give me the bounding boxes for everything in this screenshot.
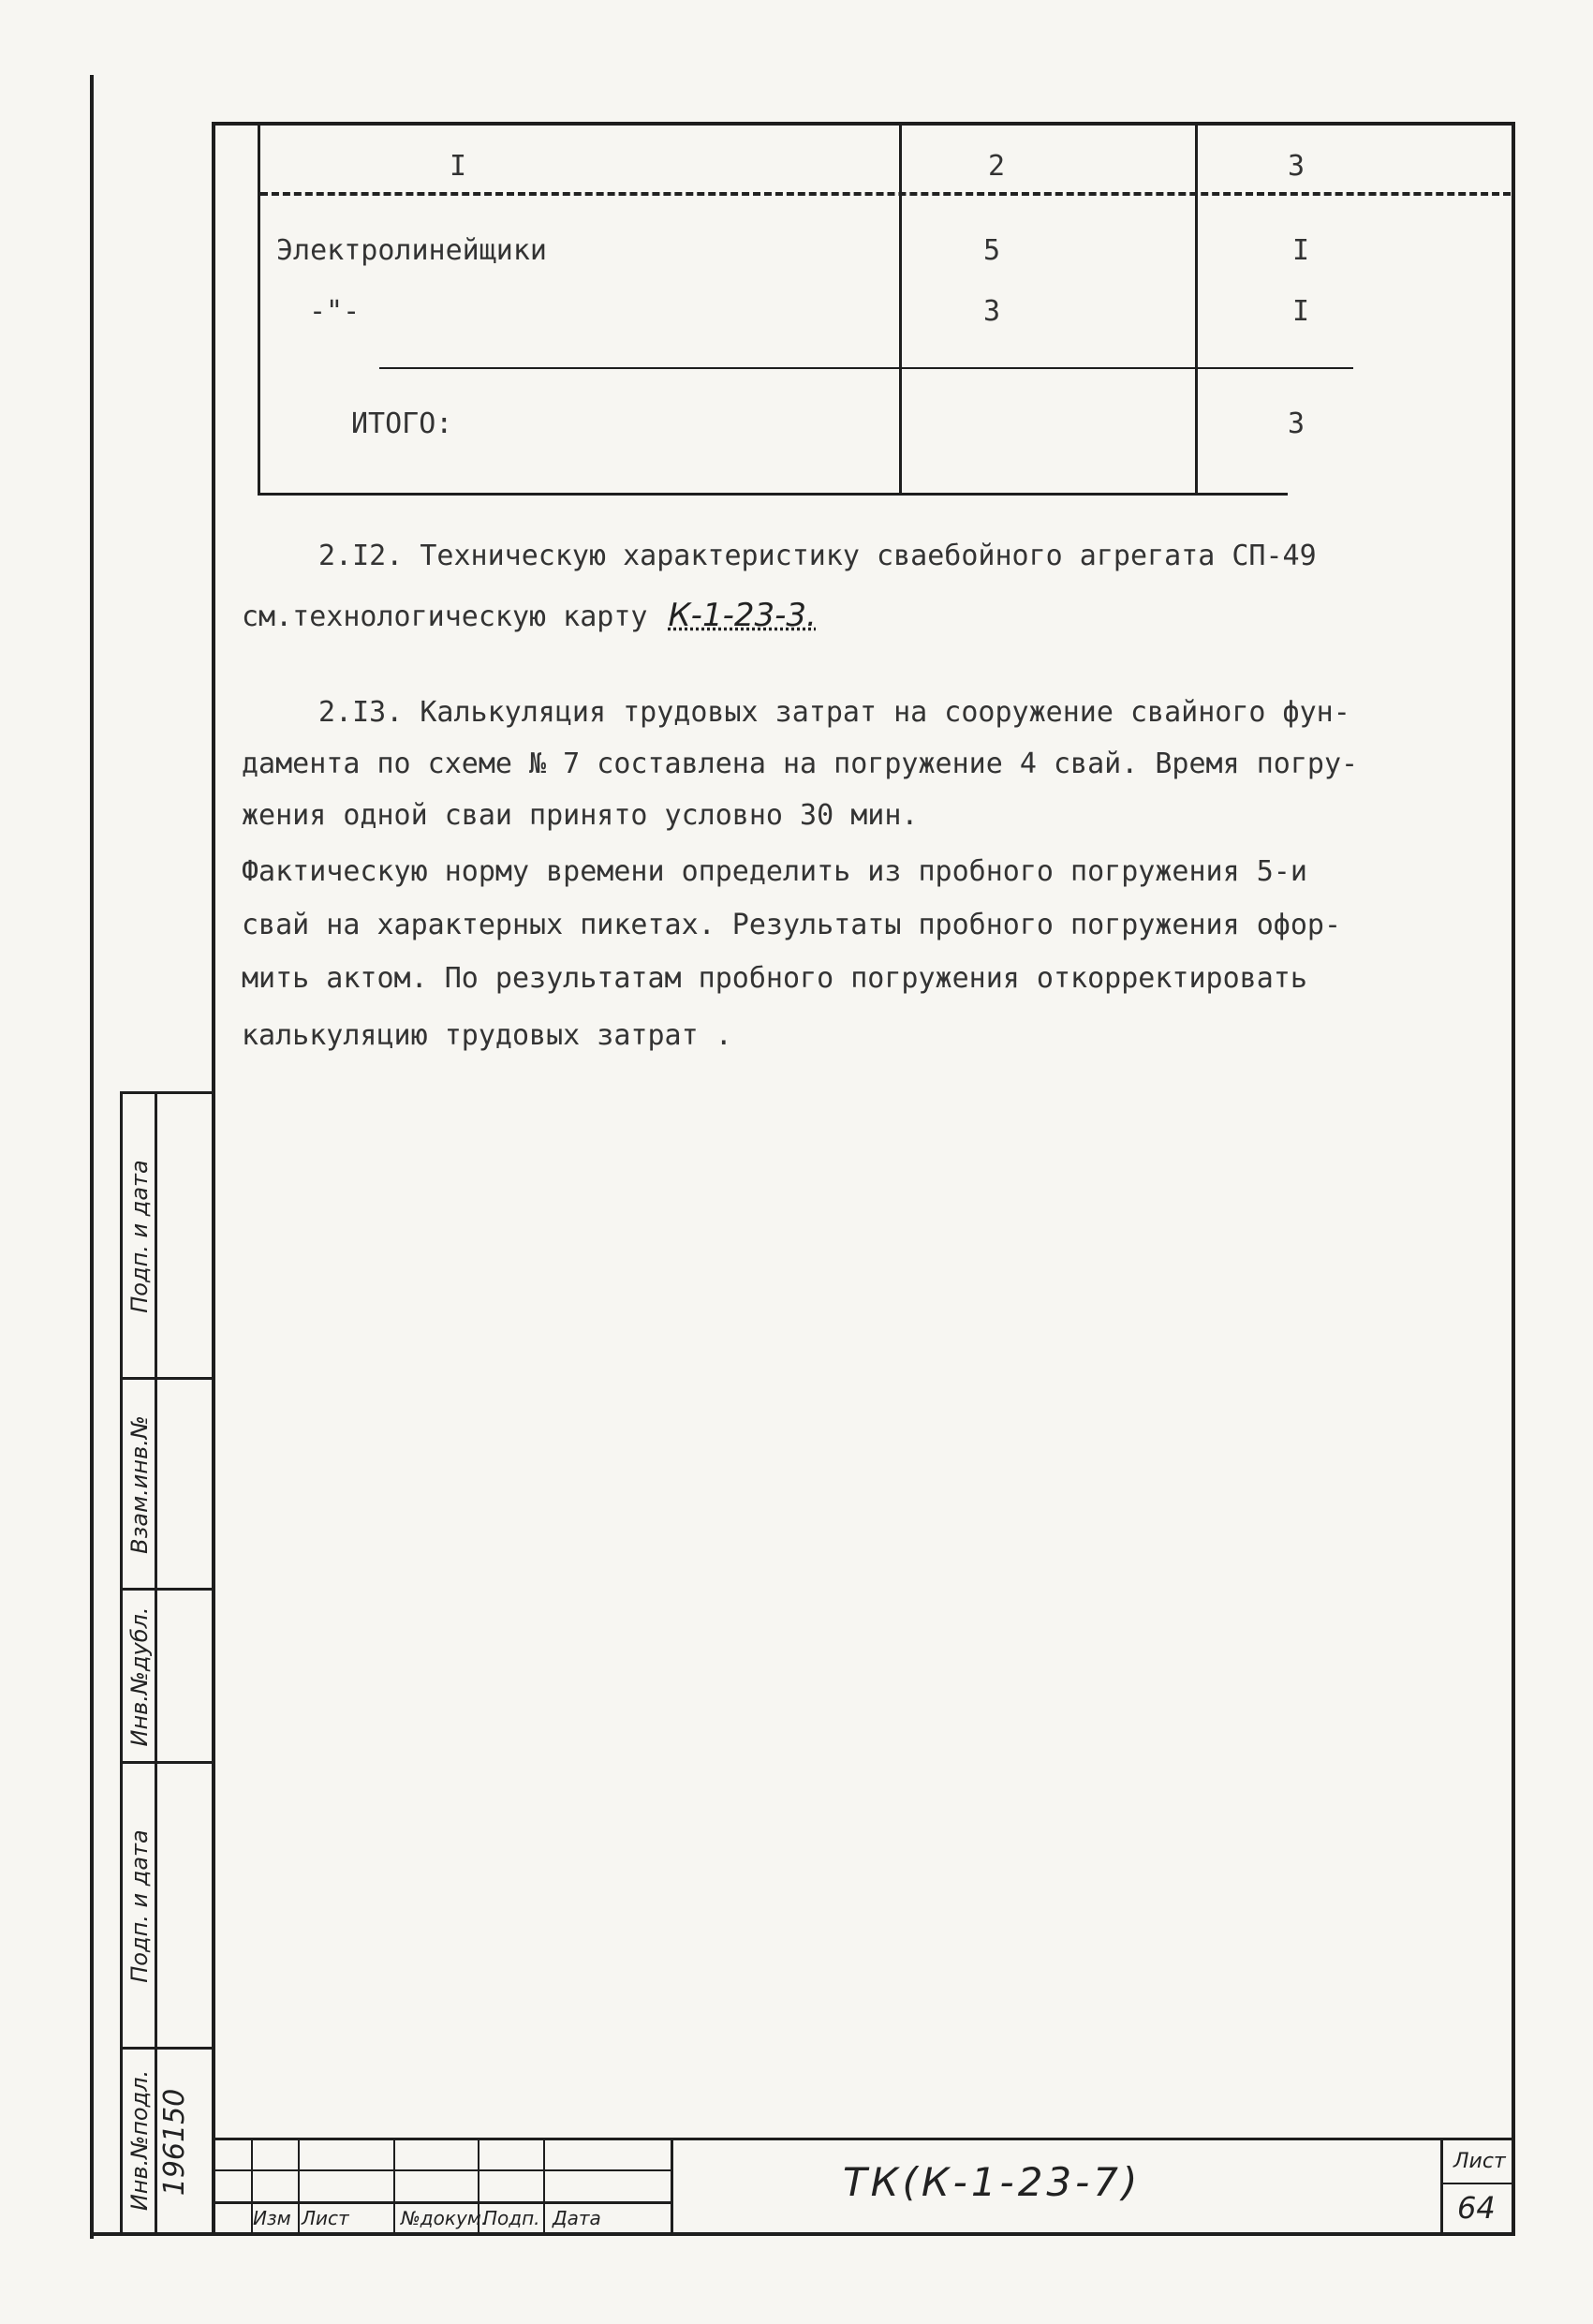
table-header-col2: 2 (988, 150, 1006, 183)
table-header-col1: I (450, 150, 467, 183)
stamp-label: Взам.инв.№ (126, 1415, 153, 1554)
handwritten-reference: К-1-23-3. (668, 597, 817, 634)
column-label: Дата (553, 2207, 601, 2229)
stamp-label: Подп. и дата (126, 1160, 153, 1313)
frame-right (1512, 122, 1515, 2234)
sheet-number: 64 (1457, 2190, 1496, 2226)
stamp-label: Инв.№дубл. (126, 1606, 153, 1747)
column-label: Лист (302, 2207, 349, 2229)
column-label: №докум. (401, 2207, 488, 2229)
stamp-cell-border (120, 2047, 214, 2050)
stamp-outer-left (120, 1091, 123, 2236)
paragraph-line: калькуляцию трудовых затрат . (242, 1019, 732, 1052)
paragraph-line: дамента по схеме № 7 составлена на погружение 4 свай. Время погру- (242, 748, 1359, 780)
paragraph-line: мить актом. По результатам пробного погружения откорректировать (242, 962, 1307, 995)
title-block-col-line (543, 2138, 545, 2236)
paragraph-line: Фактическую норму времени определить из пробного погружения 5-и (242, 855, 1307, 888)
title-block-col-line (671, 2138, 673, 2236)
column-label: Изм (253, 2207, 291, 2229)
paragraph-line (242, 592, 1450, 641)
table-row-name: Электролинейщики (276, 234, 547, 267)
title-block-col-line (298, 2138, 300, 2236)
table-row-col3: I (1292, 234, 1310, 267)
paragraph-line: 2.I3. Калькуляция трудовых затрат на сооружение свайного фун- (318, 696, 1350, 729)
title-block-top (215, 2138, 1513, 2140)
stamp-cell-border (120, 1761, 214, 1764)
frame-left (212, 122, 215, 2234)
paragraph-line: 2.I2. Техническую характеристику сваебойного агрегата СП-49 (318, 540, 1317, 572)
stamp-label: Подп. и дата (126, 1829, 153, 1983)
document-code: ТК(К-1-23-7) (843, 2159, 1142, 2205)
table-left-border (258, 124, 260, 495)
stamp-cell-border (120, 1588, 214, 1591)
table-total-label: ИТОГО: (351, 407, 453, 440)
frame-bottom (94, 2232, 1515, 2236)
title-block-col-line (393, 2138, 395, 2236)
paragraph-text: см.технологическую карту (242, 600, 648, 633)
binding-line (90, 75, 94, 2239)
stamp-divider (155, 1091, 157, 2236)
stamp-label: Инв.№подл. (126, 2069, 153, 2212)
paragraph-line: жения одной сваи принято условно 30 мин. (242, 799, 919, 832)
inventory-number: 196150 (158, 2088, 191, 2197)
title-block-row-line (215, 2169, 672, 2171)
title-block-row-line (215, 2201, 672, 2204)
table-bottom-border (258, 493, 1288, 496)
stamp-cell-border (120, 1377, 214, 1380)
table-total-separator (379, 367, 1353, 369)
table-row-name: -"- (309, 295, 361, 328)
table-col-divider-2 (1195, 124, 1198, 495)
table-total-col3: 3 (1288, 407, 1305, 440)
frame-top (214, 122, 1515, 126)
table-header-dash (260, 192, 1511, 196)
stamp-top (120, 1091, 214, 1094)
title-block-col-line (1440, 2138, 1443, 2236)
table-row-col2: 3 (983, 295, 1001, 328)
table-row-col3: I (1292, 295, 1310, 328)
paragraph-line: свай на характерных пикетах. Результаты пробного погружения офор- (242, 909, 1341, 941)
sheet-cell-divider (1440, 2183, 1513, 2184)
column-label: Подп. (483, 2207, 540, 2229)
sheet-label: Лист (1453, 2150, 1506, 2173)
table-header-col3: 3 (1288, 150, 1305, 183)
table-row-col2: 5 (983, 234, 1001, 267)
table-col-divider-1 (899, 124, 902, 495)
